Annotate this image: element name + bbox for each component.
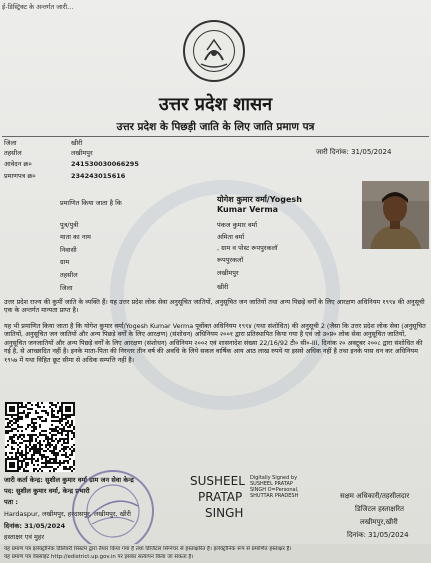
resident-label: निवासी — [60, 246, 77, 254]
applicant-name-line2: Kumar Verma — [217, 205, 279, 214]
digital-signature-text: Digitally Signed by SUSHEEL PRATAP SINGH O=Personal, SHUTTAR PRADESH — [250, 475, 299, 499]
mother-label: माता का नाम — [60, 233, 91, 241]
qr-code-icon — [5, 402, 75, 472]
issuer-seal-label: हस्ताक्षर एवं मुहर — [4, 533, 45, 541]
authority-digital: डिजिटल हस्ताक्षरित — [355, 505, 404, 513]
mother-value: अमिता वर्मा — [217, 233, 245, 241]
authority-place: लखीमपुर,खीरी — [360, 518, 398, 526]
issue-date: जारी दिनांक: 31/05/2024 — [316, 148, 392, 156]
certificate-value: 234243015616 — [71, 172, 126, 180]
application-label: आवेदन क्र० — [4, 160, 32, 168]
body-paragraph-2: यह भी प्रमाणित किया जाता है कि योगेश कुमार वर्मा/Yogesh Kumar Verma पूर्वोक्त अधिनियम १९९४ (यथा संशोधित) की अनुसूची 2 (जैसा कि उत्तर प्रदेश लोक सेवा (अनुसूचित जातियों, अनुसूचित जन जातियों और अन्य पिछड़े वर्गों के लिए आरक्षण) (संशोधन) अधिनियम २००१ द्वारा प्रतिस्थापित किया गया है एवं जो उ०प्र० लोक सेवा अनुसूचित जातियों, अनुसूचित जनजातियों और अन्य पिछड़े वर्गों के लिए आरक्षण (संशोधन) अधिनियम २००२ एवं शासनादेश संख्या 22/16/92 टी० सी०-III, दिनांक २० अक्टूबर २००८ द्वारा संशोधित की गई है, से आच्छादित नहीं है। इनके माता-पिता की निरन्तर तीन वर्ष की अवधि के लिये सकल वार्षिक आय आठ लाख रुपये या इससे अधिक नहीं है तथा इनके पास धन कर अधिनियम १९५७ में यथा विहित छूट सीमा से अधिक सम्पत्ति नहीं है। — [4, 322, 426, 364]
tehsil2-value: लखीमपुर — [217, 269, 239, 277]
signer-name-line1: SUSHEEL — [190, 474, 245, 488]
footer-line-2: यह प्रमाण पत्र वेबसाइट http://edistrict.up.gov.in पर इसका सत्यापन किया जा सकता है। — [4, 554, 194, 560]
issuer-address-value: Hardaspur, लखीमपुर, हरदासपुर, लखीमपुर, खीरी — [4, 510, 131, 518]
signer-name-line2: PRATAP — [198, 490, 243, 504]
applicant-photo — [362, 181, 429, 249]
tehsil2-label: तहसील — [60, 271, 78, 279]
body-paragraph-1: उत्तर प्रदेश राज्य की कुर्मी जाति के व्यक्ति हैं। यह उत्तर प्रदेश लोक सेवा अनुसूचित जातियों, अनुसूचित जन जातियों तथा अन्य पिछड़े वर्गों के लिए आरक्षण अधिनियम १९९४ की अनुसूची एक के अन्तर्गत मान्यता प्राप्त है। — [4, 298, 425, 315]
authority-date: दिनांक: 31/05/2024 — [347, 531, 409, 539]
issuer-pad: पद: सुशील कुमार वर्मा, केन्द्र प्रभारी — [4, 487, 90, 495]
district2-value: खीरी — [217, 283, 229, 291]
footer-line-1: यह प्रमाण पत्र इलेक्ट्रॉनिक डिलिवरी सिस्टम द्वारा तैयार किया गया है तथा डिजिटल सिग्नेचर से हस्ताक्षरित है। इलेक्ट्रॉनिक रूप से प्रमाणित हस्ताक्षर है। — [4, 546, 292, 552]
up-emblem-icon — [183, 20, 245, 82]
issuer-kendra: जारी कर्ता केन्द्र: सुशील कुमार वर्मा ग्राम जन सेवा केन्द्र — [4, 476, 134, 484]
page-subtitle: उत्तर प्रदेश के पिछड़ी जाति के लिए जाति प्रमाण पत्र — [116, 121, 315, 133]
applicant-name-line1: योगेश कुमार वर्मा/Yogesh — [217, 195, 302, 204]
issuer-date: दिनांक: 31/05/2024 — [4, 522, 66, 530]
header-strip: ई-डिस्ट्रिक्ट के अन्तर्गत जारी... — [2, 3, 74, 11]
authority-title: सक्षम अधिकारी/तहसीलदार — [340, 492, 410, 500]
signer-name-line3: SINGH — [205, 506, 244, 520]
son-value: पंकज कुमार वर्मा — [217, 221, 258, 229]
resident-value: , ग्राम व पोस्ट रूपपुरकलॉ — [217, 244, 278, 252]
issuer-address-label: पता : — [4, 498, 18, 506]
village-value: रूपपुरकलॉ — [217, 256, 244, 264]
district-label: जिला — [4, 139, 17, 147]
certificate-label: प्रमाणपत्र क्र० — [4, 172, 36, 180]
district2-label: जिला — [60, 284, 73, 292]
official-stamp-icon — [72, 470, 154, 552]
divider — [2, 136, 429, 137]
application-value: 241530030066295 — [71, 160, 139, 168]
tehsil-value: लखीमपुर — [71, 149, 93, 157]
son-label: पुत्र/पुत्री — [60, 221, 79, 229]
certify-intro: प्रमाणित किया जाता है कि — [60, 199, 122, 207]
district-value: खीरी — [71, 139, 83, 147]
tehsil-label: तहसील — [4, 149, 22, 157]
page-title: उत्तर प्रदेश शासन — [158, 94, 273, 115]
village-label: ग्राम — [60, 258, 70, 266]
